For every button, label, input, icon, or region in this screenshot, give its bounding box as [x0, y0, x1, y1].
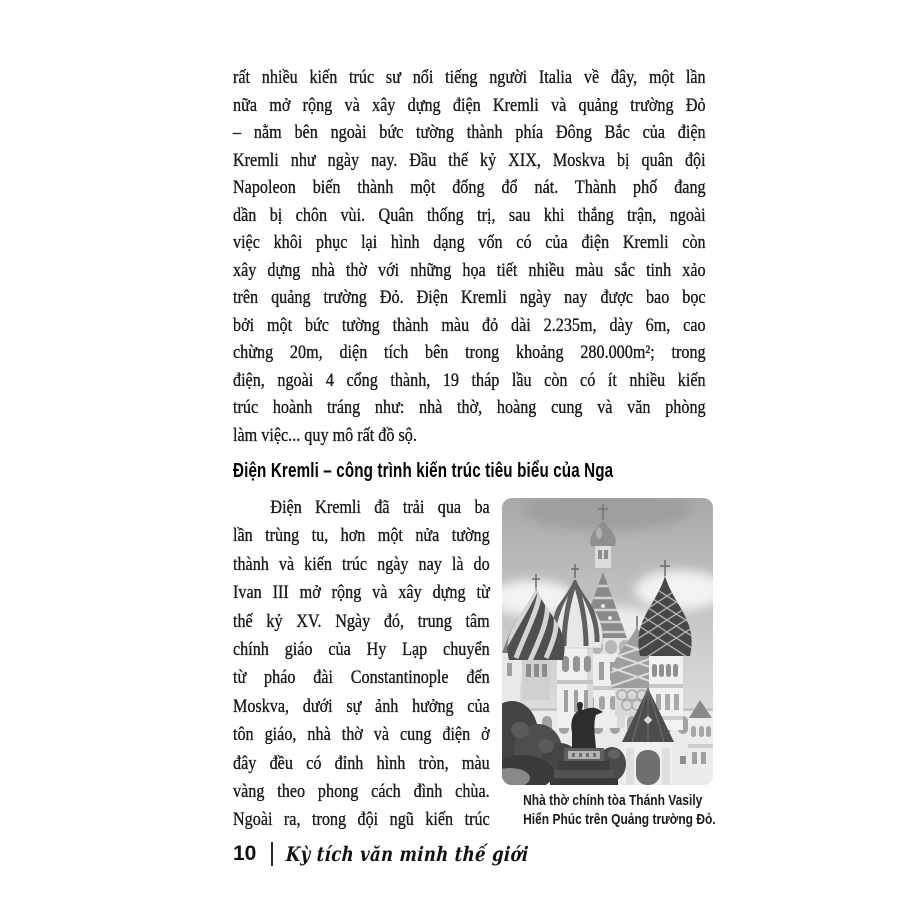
text-line: – nằm bên ngoài bức tường thành phía Đông Bắc của điện	[233, 122, 706, 143]
text-line: lần trùng tu, hơn một nửa tường	[233, 525, 490, 547]
text-line: Kremli như ngày nay. Đầu thế kỷ XIX, Moskva bị quân đội	[233, 149, 706, 171]
page-number: 10	[233, 842, 257, 865]
text-line: xây dựng nhà thờ với những họa tiết nhiều màu sắc tinh xảo	[233, 259, 706, 281]
text-line: từ pháo đài Constantinople đến	[233, 667, 490, 689]
text-line: việc khôi phục lại hình dạng vốn có của điện Kremli còn	[233, 232, 706, 253]
text-line: Điện Kremli đã trải qua ba	[270, 497, 490, 518]
text-line: làm việc... quy mô rất đồ sộ.	[233, 424, 417, 446]
caption-line: Nhà thờ chính tòa Thánh Vasily	[523, 792, 703, 809]
text-line: Moskva, dưới sự ảnh hưởng của	[233, 695, 490, 717]
section-heading: Điện Kremli – công trình kiến trúc tiêu biểu của Nga	[233, 459, 614, 482]
paragraph-1	[233, 64, 706, 449]
text-line: Napoleon biến thành một đống đổ nát. Thành phố đang	[233, 177, 706, 198]
text-line: chừng 20m, diện tích bên trong khoảng 280.000m²; trong	[233, 342, 706, 363]
text-line: đây đều có đỉnh hình tròn, màu	[233, 752, 490, 774]
text-line: trên quảng trường Đỏ. Điện Kremli ngày nay được bao bọc	[233, 287, 706, 308]
book-title: Kỳ tích văn minh thế giới	[285, 842, 530, 866]
figure-caption	[523, 791, 716, 829]
text-line: trúc hoành tráng như: nhà thờ, hoàng cung và văn phòng	[233, 397, 706, 418]
figure-st-basils	[502, 498, 716, 829]
text-line: thành và kiến trúc ngày nay là do	[233, 553, 490, 575]
text-line: điện, ngoài 4 cổng thành, 19 tháp lầu còn có ít nhiều kiến	[233, 369, 706, 391]
text-line: rất nhiều kiến trúc sư nổi tiếng người Italia về đây, một lần	[233, 67, 706, 88]
text-line: dần bị chôn vùi. Quân thống trị, sau khi thắng trận, ngoài	[233, 204, 706, 226]
st-basils-cathedral-photo	[502, 498, 713, 785]
text-line: nữa mở rộng và xây dựng điện Kremli và quảng trường Đỏ	[233, 94, 706, 116]
text-line: chính giáo của Hy Lạp chuyển	[233, 639, 490, 661]
caption-line: Hiển Phúc trên Quảng trường Đỏ.	[523, 811, 716, 828]
page-footer	[233, 842, 582, 866]
footer-divider	[271, 842, 273, 866]
text-line: bởi một bức tường thành màu đỏ dài 2.235m, dày 6m, cao	[233, 314, 706, 336]
text-line: Ivan III mở rộng và xây dựng từ	[233, 582, 490, 604]
text-line: Ngoài ra, trong đội ngũ kiến trúc	[233, 809, 490, 831]
paragraph-2	[233, 494, 490, 835]
text-line: thế kỷ XV. Ngày đó, trung tâm	[233, 610, 490, 632]
text-line: vàng theo phong cách đình chùa.	[233, 781, 490, 803]
text-line: tôn giáo, nhà thờ và cung điện ở	[233, 724, 490, 746]
